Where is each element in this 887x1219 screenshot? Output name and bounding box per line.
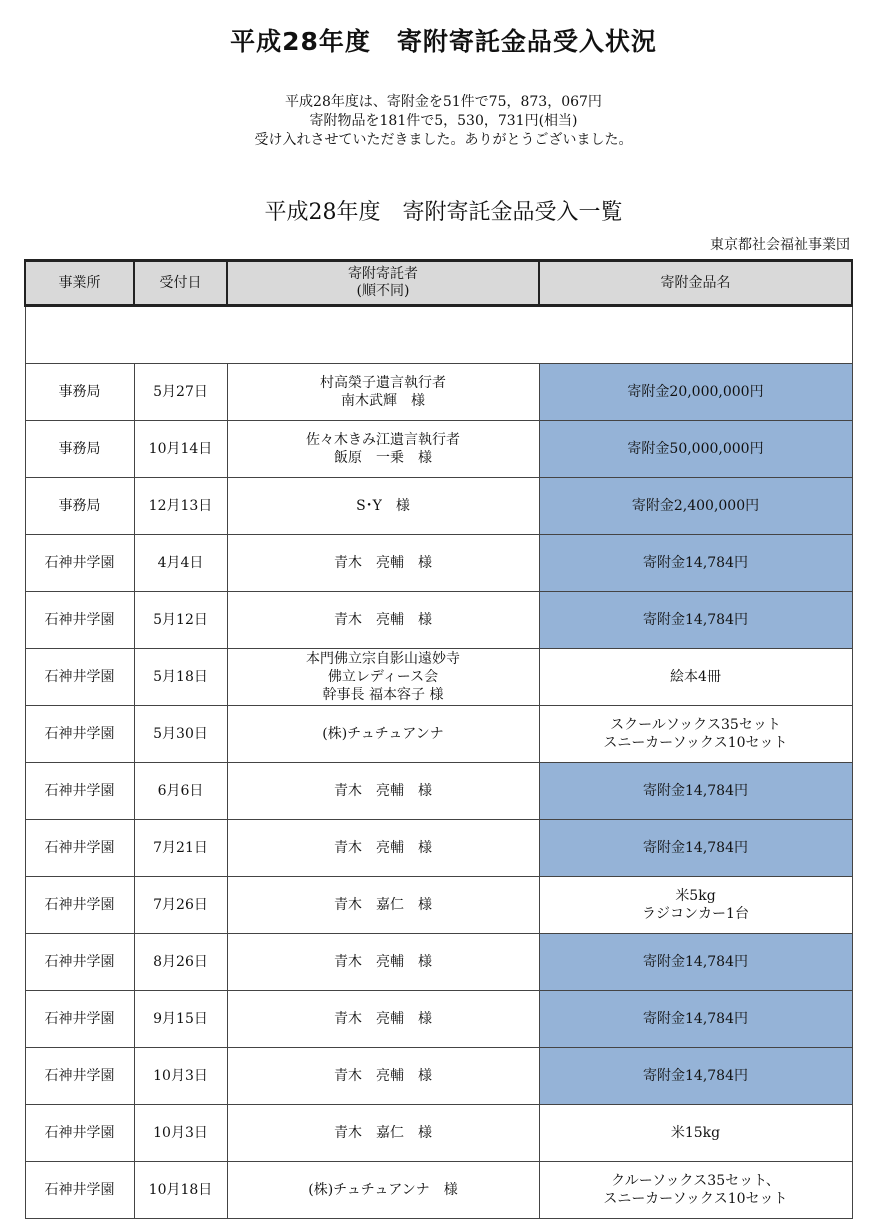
donor-cell-line: 村高榮子遺言執行者 xyxy=(320,375,446,391)
date-cell: 7月21日 xyxy=(134,820,227,877)
donor-cell-line: 青木 嘉仁 様 xyxy=(334,897,432,913)
office-cell: 事務局 xyxy=(25,364,134,421)
donor-cell-line: 青木 亮輔 様 xyxy=(334,555,432,571)
item-cell-line: クルーソックス35セット、 xyxy=(611,1173,780,1189)
donor-cell-line: 青木 亮輔 様 xyxy=(334,1011,432,1027)
item-cell xyxy=(539,421,852,478)
office-cell: 石神井学園 xyxy=(25,592,134,649)
item-cell-line: 米5kg xyxy=(675,888,716,904)
donor-cell xyxy=(227,649,539,706)
date-cell: 10月14日 xyxy=(134,421,227,478)
table-row xyxy=(25,706,852,763)
table-row xyxy=(25,535,852,592)
donor-cell xyxy=(227,820,539,877)
donor-cell xyxy=(227,991,539,1048)
office-cell: 事務局 xyxy=(25,478,134,535)
office-cell: 石神井学園 xyxy=(25,649,134,706)
office-cell: 石神井学園 xyxy=(25,1105,134,1162)
donor-cell-line: 青木 亮輔 様 xyxy=(334,783,432,799)
table-row xyxy=(25,1048,852,1105)
donor-cell xyxy=(227,364,539,421)
item-cell xyxy=(539,1162,852,1219)
donor-cell-line: 幹事長 福本容子 様 xyxy=(322,687,444,703)
summary-line: 寄附物品を181件で5，530，731円(相当) xyxy=(309,113,578,129)
donor-cell-line: 青木 亮輔 様 xyxy=(334,840,432,856)
item-cell xyxy=(539,478,852,535)
date-cell: 10月18日 xyxy=(134,1162,227,1219)
donor-cell xyxy=(227,706,539,763)
table-row xyxy=(25,421,852,478)
office-cell: 石神井学園 xyxy=(25,706,134,763)
item-cell xyxy=(539,364,852,421)
office-cell: 石神井学園 xyxy=(25,1048,134,1105)
donor-cell-line: 青木 嘉仁 様 xyxy=(334,1125,432,1141)
donor-cell xyxy=(227,478,539,535)
donor-cell-line: 飯原 一乗 様 xyxy=(334,450,432,466)
column-header-donor-label: 寄附寄託者 xyxy=(348,266,418,282)
column-header-donor xyxy=(227,261,539,306)
donor-cell-line: 青木 亮輔 様 xyxy=(334,1068,432,1084)
table-header-row xyxy=(25,261,852,306)
office-cell: 石神井学園 xyxy=(25,991,134,1048)
donor-cell xyxy=(227,934,539,991)
date-cell: 5月18日 xyxy=(134,649,227,706)
donor-cell-line: (株)チュチュアンナ 様 xyxy=(308,1182,458,1198)
item-cell-line: ラジコンカー1台 xyxy=(642,906,749,922)
item-cell-line: スニーカーソックス10セット xyxy=(603,735,788,751)
donor-cell xyxy=(227,421,539,478)
item-cell xyxy=(539,991,852,1048)
date-cell: 7月26日 xyxy=(134,877,227,934)
table-row xyxy=(25,934,852,991)
item-cell-line: スクールソックス35セット xyxy=(610,717,781,733)
item-cell-line: 絵本4冊 xyxy=(670,669,721,685)
column-header-date: 受付日 xyxy=(134,261,227,306)
table-row xyxy=(25,478,852,535)
donor-cell xyxy=(227,877,539,934)
date-cell: 4月4日 xyxy=(134,535,227,592)
office-cell: 石神井学園 xyxy=(25,877,134,934)
date-cell: 5月30日 xyxy=(134,706,227,763)
table-row xyxy=(25,991,852,1048)
table-row xyxy=(25,364,852,421)
donor-cell-line: S･Y 様 xyxy=(356,498,410,514)
item-cell xyxy=(539,763,852,820)
date-cell: 10月3日 xyxy=(134,1105,227,1162)
date-cell: 12月13日 xyxy=(134,478,227,535)
table-row xyxy=(25,1162,852,1219)
item-cell-line: 寄附金14,784円 xyxy=(643,612,748,628)
item-cell-line: 寄附金14,784円 xyxy=(643,840,748,856)
item-cell xyxy=(539,1105,852,1162)
column-header-office: 事業所 xyxy=(25,261,134,306)
donor-cell-line: 南木武輝 様 xyxy=(341,393,425,409)
item-cell xyxy=(539,592,852,649)
item-cell-line: 米15kg xyxy=(670,1125,721,1141)
item-cell xyxy=(539,877,852,934)
item-cell xyxy=(539,649,852,706)
table-row xyxy=(25,763,852,820)
list-title: 平成28年度 寄附寄託金品受入一覧 xyxy=(264,200,623,225)
date-cell: 6月6日 xyxy=(134,763,227,820)
donor-cell-line: 本門佛立宗自影山遠妙寺 xyxy=(306,651,460,667)
item-cell xyxy=(539,706,852,763)
table-body xyxy=(25,306,852,1219)
office-cell: 石神井学園 xyxy=(25,1162,134,1219)
office-cell: 石神井学園 xyxy=(25,535,134,592)
donor-cell-line: 青木 亮輔 様 xyxy=(334,954,432,970)
item-cell xyxy=(539,1048,852,1105)
header-spacer xyxy=(25,306,852,364)
donor-cell xyxy=(227,1048,539,1105)
summary xyxy=(0,93,887,150)
donor-cell xyxy=(227,535,539,592)
office-cell: 事務局 xyxy=(25,421,134,478)
item-cell-line: 寄附金14,784円 xyxy=(643,954,748,970)
office-cell: 石神井学園 xyxy=(25,934,134,991)
item-cell xyxy=(539,934,852,991)
summary-line: 受け入れさせていただきました。ありがとうございました。 xyxy=(254,132,633,148)
table-row xyxy=(25,1105,852,1162)
donor-cell-line: 佛立レディース会 xyxy=(327,669,439,685)
donor-cell-line: 青木 亮輔 様 xyxy=(334,612,432,628)
table-row xyxy=(25,649,852,706)
donation-table xyxy=(24,259,853,1219)
item-cell xyxy=(539,535,852,592)
table-row xyxy=(25,877,852,934)
item-cell-line: スニーカーソックス10セット xyxy=(603,1191,788,1207)
date-cell: 5月27日 xyxy=(134,364,227,421)
donor-cell xyxy=(227,1105,539,1162)
item-cell-line: 寄附金20,000,000円 xyxy=(627,384,764,400)
organization-name: 東京都社会福祉事業団 xyxy=(710,237,850,253)
office-cell: 石神井学園 xyxy=(25,820,134,877)
date-cell: 5月12日 xyxy=(134,592,227,649)
donor-cell xyxy=(227,763,539,820)
date-cell: 8月26日 xyxy=(134,934,227,991)
column-header-donor-note: (順不同) xyxy=(356,283,410,299)
office-cell: 石神井学園 xyxy=(25,763,134,820)
donor-cell-line: (株)チュチュアンナ xyxy=(322,726,444,742)
item-cell-line: 寄附金14,784円 xyxy=(643,783,748,799)
table-row xyxy=(25,820,852,877)
item-cell-line: 寄附金14,784円 xyxy=(643,555,748,571)
item-cell-line: 寄附金14,784円 xyxy=(643,1068,748,1084)
donor-cell xyxy=(227,1162,539,1219)
item-cell xyxy=(539,820,852,877)
table-row xyxy=(25,592,852,649)
page-title: 平成28年度 寄附寄託金品受入状況 xyxy=(230,27,657,56)
item-cell-line: 寄附金2,400,000円 xyxy=(631,498,760,514)
column-header-item: 寄附金品名 xyxy=(539,261,852,306)
item-cell-line: 寄附金14,784円 xyxy=(643,1011,748,1027)
date-cell: 9月15日 xyxy=(134,991,227,1048)
summary-line: 平成28年度は、寄附金を51件で75，873，067円 xyxy=(285,94,602,110)
donor-cell xyxy=(227,592,539,649)
item-cell-line: 寄附金50,000,000円 xyxy=(627,441,764,457)
donor-cell-line: 佐々木きみ江遺言執行者 xyxy=(306,432,460,448)
date-cell: 10月3日 xyxy=(134,1048,227,1105)
